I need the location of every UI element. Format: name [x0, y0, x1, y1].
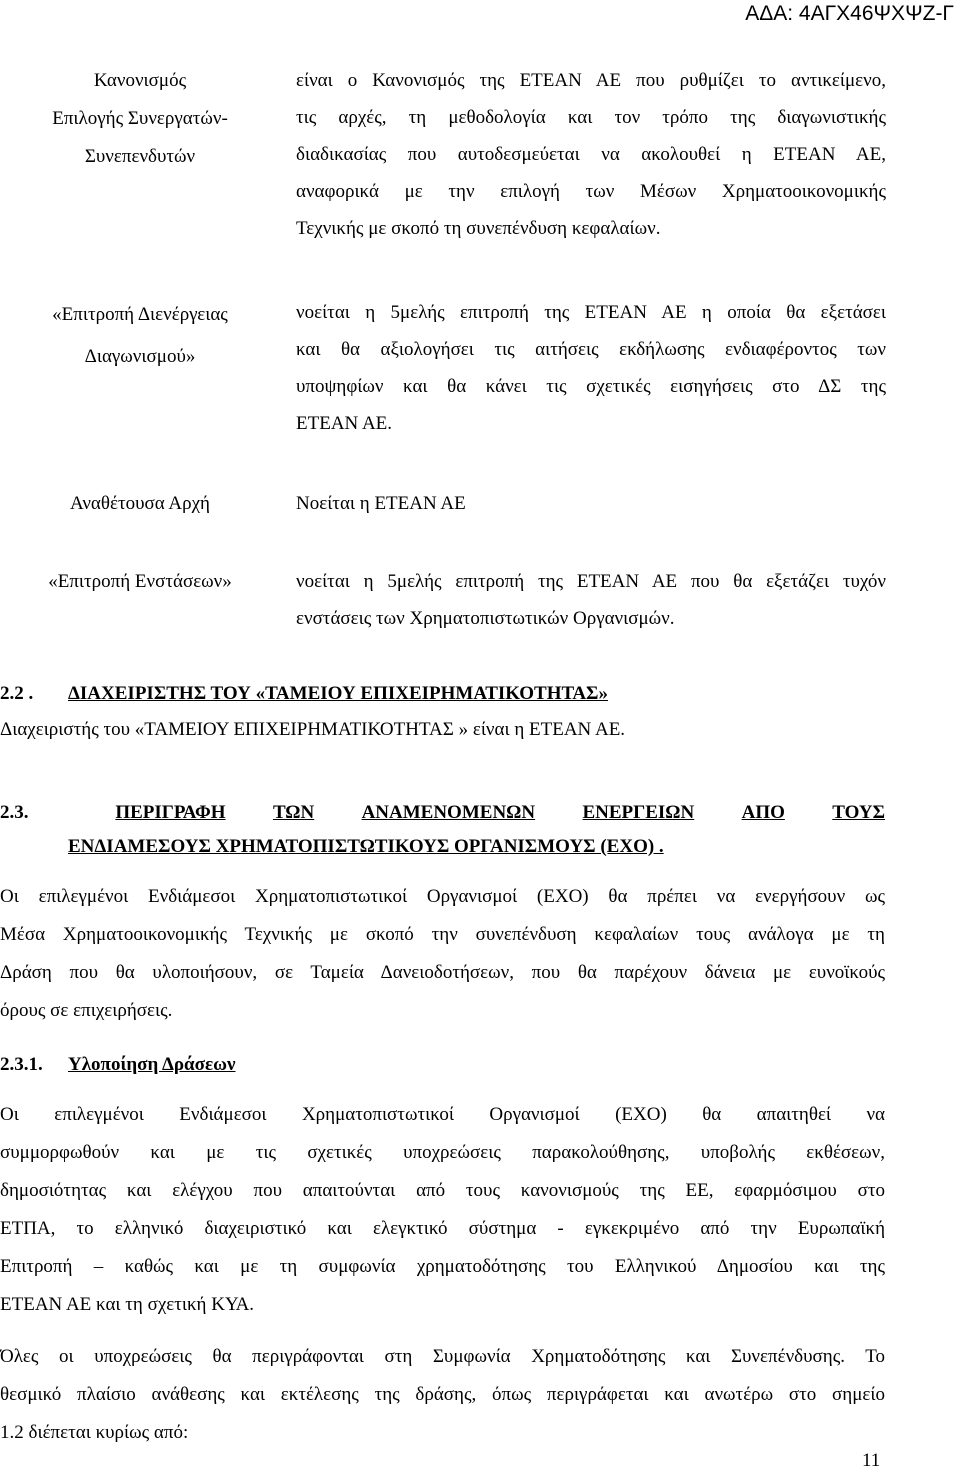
definition-description: Νοείται η ΕΤΕΑΝ ΑΕ [296, 493, 466, 514]
definition-term: «Επιτροπή Διενέργειας Διαγωνισμού» [52, 304, 228, 367]
section-2-3-1-paragraph-1: Οι επιλεγμένοι Ενδιάμεσοι Χρηματοπιστωτικοί Οργανισμοί (ΕΧΟ) θα απαιτηθεί να συμμορφωθούν και με τις σχετικές υποχρεώσεις παρακολούθησης, υποβολής εκθέσεων, δημοσιότητας και ελέγχου που απαιτούνται από τους κανονισμούς της ΕΕ, εφαρμόσιμου στο ΕΤΠΑ, το ελληνικό διαχειριστικό και ελεγκτικό σύστημα - εγκεκριμένο από την Ευρωπαϊκή Επιτροπή – καθώς και με τη συμφωνία χρηματοδότησης του Ελληνικού Δημοσίου και της ΕΤΕΑΝ ΑΕ και τη σχετική ΚΥΑ. [0, 1104, 885, 1315]
section-title: Υλοποίηση Δράσεων [68, 1054, 236, 1075]
definition-description: νοείται η 5μελής επιτροπή της ΕΤΕΑΝ ΑΕ η οποία θα εξετάσει και θα αξιολογήσει τις αιτήσεις εκδήλωσης ενδιαφέροντος των υποψηφίων και θα κάνει τις σχετικές εισηγήσεις στο ΔΣ της ΕΤΕΑΝ ΑΕ. [296, 302, 886, 434]
section-2-3-1-heading: 2.3.1. Υλοποίηση Δράσεων [0, 1054, 236, 1075]
section-2-3-paragraph: Οι επιλεγμένοι Ενδιάμεσοι Χρηματοπιστωτικοί Οργανισμοί (ΕΧΟ) θα πρέπει να ενεργήσουν ως Μέσα Χρηματοοικονομικής Τεχνικής με σκοπό την συνεπένδυση κεφαλαίων τους ανάλογα με τη Δράση που θα υλοποιήσουν, σε Ταμεία Δανειοδοτήσεων, που θα παρέχουν δάνεια με ευνοϊκούς όρους σε επιχειρήσεις. [0, 886, 885, 1021]
definition-term: Αναθέτουσα Αρχή [70, 493, 210, 514]
definition-description: είναι ο Κανονισμός της ΕΤΕΑΝ ΑΕ που ρυθμίζει το αντικείμενο, τις αρχές, τη μεθοδολογία και τον τρόπο της διαγωνιστικής διαδικασίας που αυτοδεσμεύεται να ακολουθεί η ΕΤΕΑΝ ΑΕ, αναφορικά με την επιλογή των Μέσων Χρηματοοικονομικής Τεχνικής με σκοπό τη συνεπένδυση κεφαλαίων. [296, 70, 886, 239]
section-heading: 2.3. ΠΕΡΙΓΡΑΦΗ ΤΩΝ ΑΝΑΜΕΝΟΜΕΝΩΝ ΕΝΕΡΓΕΙΩΝ ΑΠΟ ΤΟΥΣ ΕΝΔΙΑΜΕΣΟΥΣ ΧΡΗΜΑΤΟΠΙΣΤΩΤΙΚΟΥΣ ΟΡΓΑΝΙΣΜΟΥΣ (ΕΧΟ) . [0, 802, 885, 857]
definition-description: νοείται η 5μελής επιτροπή της ΕΤΕΑΝ ΑΕ που θα εξετάζει τυχόν ενστάσεις των Χρηματοπιστωτικών Οργανισμών. [296, 571, 886, 629]
section-2-2 [0, 676, 885, 748]
section-text: Διαχειριστής του «ΤΑΜΕΙΟΥ ΕΠΙΧΕΙΡΗΜΑΤΙΚΟΤΗΤΑΣ » είναι η ΕΤΕΑΝ ΑΕ. [0, 719, 626, 740]
section-heading: 2.2 . ΔΙΑΧΕΙΡΙΣΤΗΣ ΤΟΥ «ΤΑΜΕΙΟΥ ΕΠΙΧΕΙΡΗΜΑΤΙΚΟΤΗΤΑΣ» [0, 683, 608, 704]
definition-term: «Επιτροπή Ενστάσεων» [48, 571, 232, 592]
section-2-3-1-paragraph-2: Όλες οι υποχρεώσεις θα περιγράφονται στη Συμφωνία Χρηματοδότησης και Συνεπένδυσης. Το θεσμικό πλαίσιο ανάθεσης και εκτέλεσης της δράσης, όπως περιγράφεται και ανωτέρω στο σημείο 1.2 διέπεται κυρίως από: [0, 1346, 885, 1443]
page-number: 11 [862, 1450, 881, 1471]
section-2-3 [0, 796, 885, 864]
section-title: ΔΙΑΧΕΙΡΙΣΤΗΣ ΤΟΥ «ΤΑΜΕΙΟΥ ΕΠΙΧΕΙΡΗΜΑΤΙΚΟΤΗΤΑΣ» [68, 683, 608, 704]
ada-code: ΑΔΑ: 4ΑΓΧ46ΨΧΨΖ-Γ [745, 2, 954, 25]
definition-term: Κανονισμός Επιλογής Συνεργατών- Συνεπενδυτών [52, 70, 228, 167]
